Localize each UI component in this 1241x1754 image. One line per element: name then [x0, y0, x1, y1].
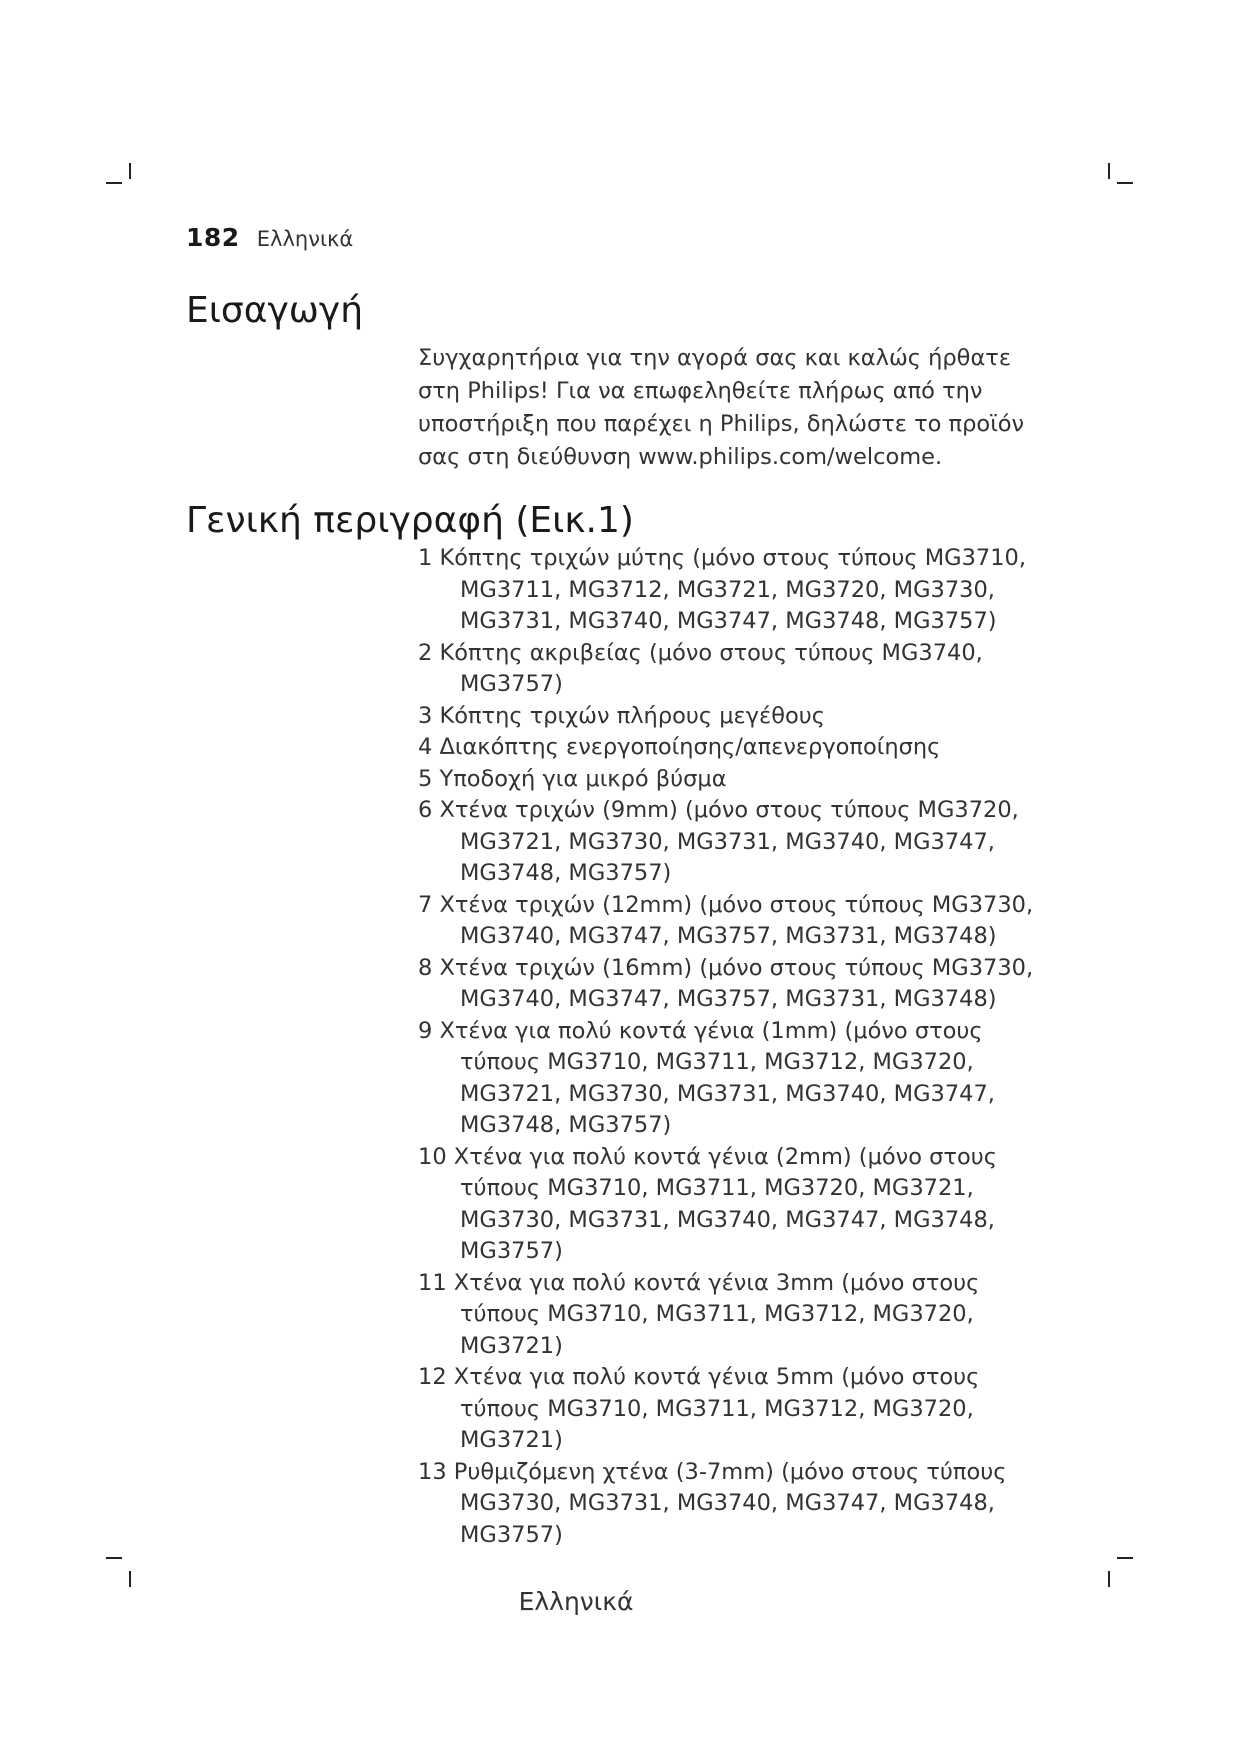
crop-mark-bottom-left: [129, 1571, 131, 1587]
header-language: Ελληνικά: [256, 227, 354, 251]
list-item: 10 Χτένα για πολύ κοντά γένια (2mm) (μόνο στους τύπους MG3710, MG3711, MG3720, MG3721, MG3730, MG3731, MG3740, MG3747, MG3748, MG3757): [418, 1143, 997, 1264]
list-item: 7 Χτένα τριχών (12mm) (μόνο στους τύπους MG3730, MG3740, MG3747, MG3757, MG3731, MG3748): [418, 891, 1034, 949]
parts-list: [418, 543, 1058, 1551]
list-item: 4 Διακόπτης ενεργοποίησης/απενεργοποίησης: [418, 734, 941, 760]
list-item: 13 Ρυθμιζόμενη χτένα (3-7mm) (μόνο στους τύπους MG3730, MG3731, MG3740, MG3747, MG3748, MG3757): [418, 1458, 1007, 1548]
list-item: 12 Χτένα για πολύ κοντά γένια 5mm (μόνο στους τύπους MG3710, MG3711, MG3712, MG3720, MG3721): [418, 1364, 980, 1453]
crop-mark-top-left: [106, 182, 122, 184]
introduction-text: Συγχαρητήρια για την αγορά σας και καλώς ήρθατε στη Philips! Για να επωφεληθείτε πλήρως από την υποστήριξη που παρέχει η Philips, δηλώστε το προϊόν σας στη διεύθυνση www.philips.com/welcome.: [418, 345, 1025, 470]
list-item: 8 Χτένα τριχών (16mm) (μόνο στους τύπους MG3730, MG3740, MG3747, MG3757, MG3731, MG3748): [418, 954, 1034, 1012]
list-item: 3 Κόπτης τριχών πλήρους μεγέθους: [418, 702, 825, 729]
crop-mark-top-right: [1108, 163, 1110, 179]
crop-mark-bottom-left: [106, 1557, 122, 1559]
crop-mark-top-right: [1117, 182, 1133, 184]
crop-mark-top-left: [129, 163, 131, 179]
list-item: 5 Υποδοχή για μικρό βύσμα: [418, 765, 727, 792]
list-item: 1 Κόπτης τριχών μύτης (μόνο στους τύπους MG3710, MG3711, MG3712, MG3721, MG3720, MG3730, MG3731, MG3740, MG3747, MG3748, MG3757): [418, 545, 1027, 634]
page-number: 182: [186, 223, 240, 252]
list-item: 6 Χτένα τριχών (9mm) (μόνο στους τύπους MG3720, MG3721, MG3730, MG3731, MG3740, MG3747, MG3748, MG3757): [418, 797, 1019, 886]
list-item: 2 Κόπτης ακριβείας (μόνο στους τύπους MG3740, MG3757): [418, 639, 983, 697]
crop-mark-bottom-right: [1117, 1557, 1133, 1559]
footer-language: Ελληνικά: [518, 1587, 634, 1616]
crop-mark-bottom-right: [1108, 1571, 1110, 1587]
running-head: [186, 223, 353, 252]
introduction-heading: Εισαγωγή: [186, 290, 364, 331]
list-item: 11 Χτένα για πολύ κοντά γένια 3mm (μόνο στους τύπους MG3710, MG3711, MG3712, MG3720, MG3721): [418, 1269, 980, 1359]
list-item: 9 Χτένα για πολύ κοντά γένια (1mm) (μόνο στους τύπους MG3710, MG3711, MG3712, MG3720, MG3721, MG3730, MG3731, MG3740, MG3747, MG3748, MG3757): [418, 1017, 995, 1138]
general-description-heading: Γενική περιγραφή (Εικ.1): [186, 500, 634, 541]
